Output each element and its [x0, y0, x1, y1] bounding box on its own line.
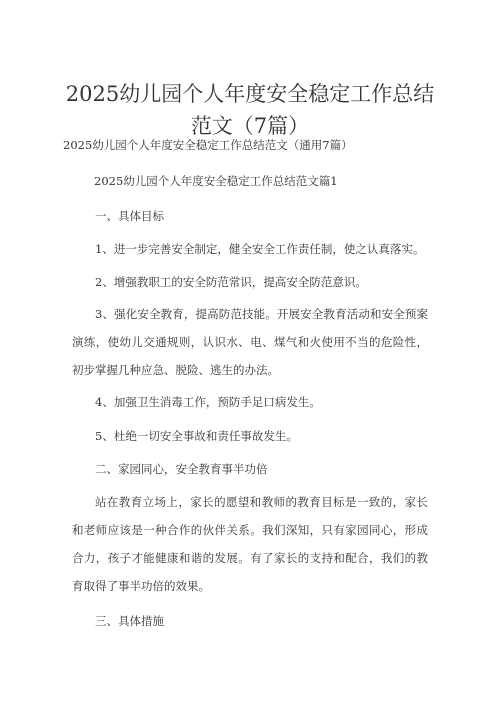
goal-item-4: 4、加强卫生消毒工作，预防手足口病发生。	[95, 395, 321, 409]
home-school-paragraph: 站在教育立场上，家长的愿望和教师的教育目标是一致的，家长和老师应该是一种合作的伙伴关系。我们深知，只有家园同心，形成合力，孩子才能健康和谐的发展。有了家长的支持和配合，我们的教育取得了事半功倍的效果。	[72, 495, 428, 593]
document-title: 2025幼儿园个人年度安全稳定工作总结范文（7篇）	[65, 82, 435, 138]
heading-goals: 一、具体目标	[95, 209, 164, 223]
goal-item-3: 3、强化安全教育，提高防范技能。开展安全教育活动和安全预案演练，使幼儿交通规则，认识水、电、煤气和火使用不当的危险性，初步掌握几种应急、脱险、逃生的办法。	[72, 307, 428, 377]
document-subtitle: 2025幼儿园个人年度安全稳定工作总结范文（通用7篇）	[63, 138, 353, 152]
goal-item-1: 1、进一步完善安全制定，健全安全工作责任制，使之认真落实。	[95, 242, 425, 256]
heading-home-school: 二、家园同心，安全教育事半功倍	[95, 462, 268, 476]
goal-item-2: 2、增强教职工的安全防范常识，提高安全防范意识。	[95, 275, 367, 289]
heading-measures: 三、具体措施	[95, 614, 164, 628]
section-title: 2025幼儿园个人年度安全稳定工作总结范文篇1	[94, 174, 338, 188]
goal-item-5: 5、杜绝一切安全事故和责任事故发生。	[95, 429, 298, 443]
